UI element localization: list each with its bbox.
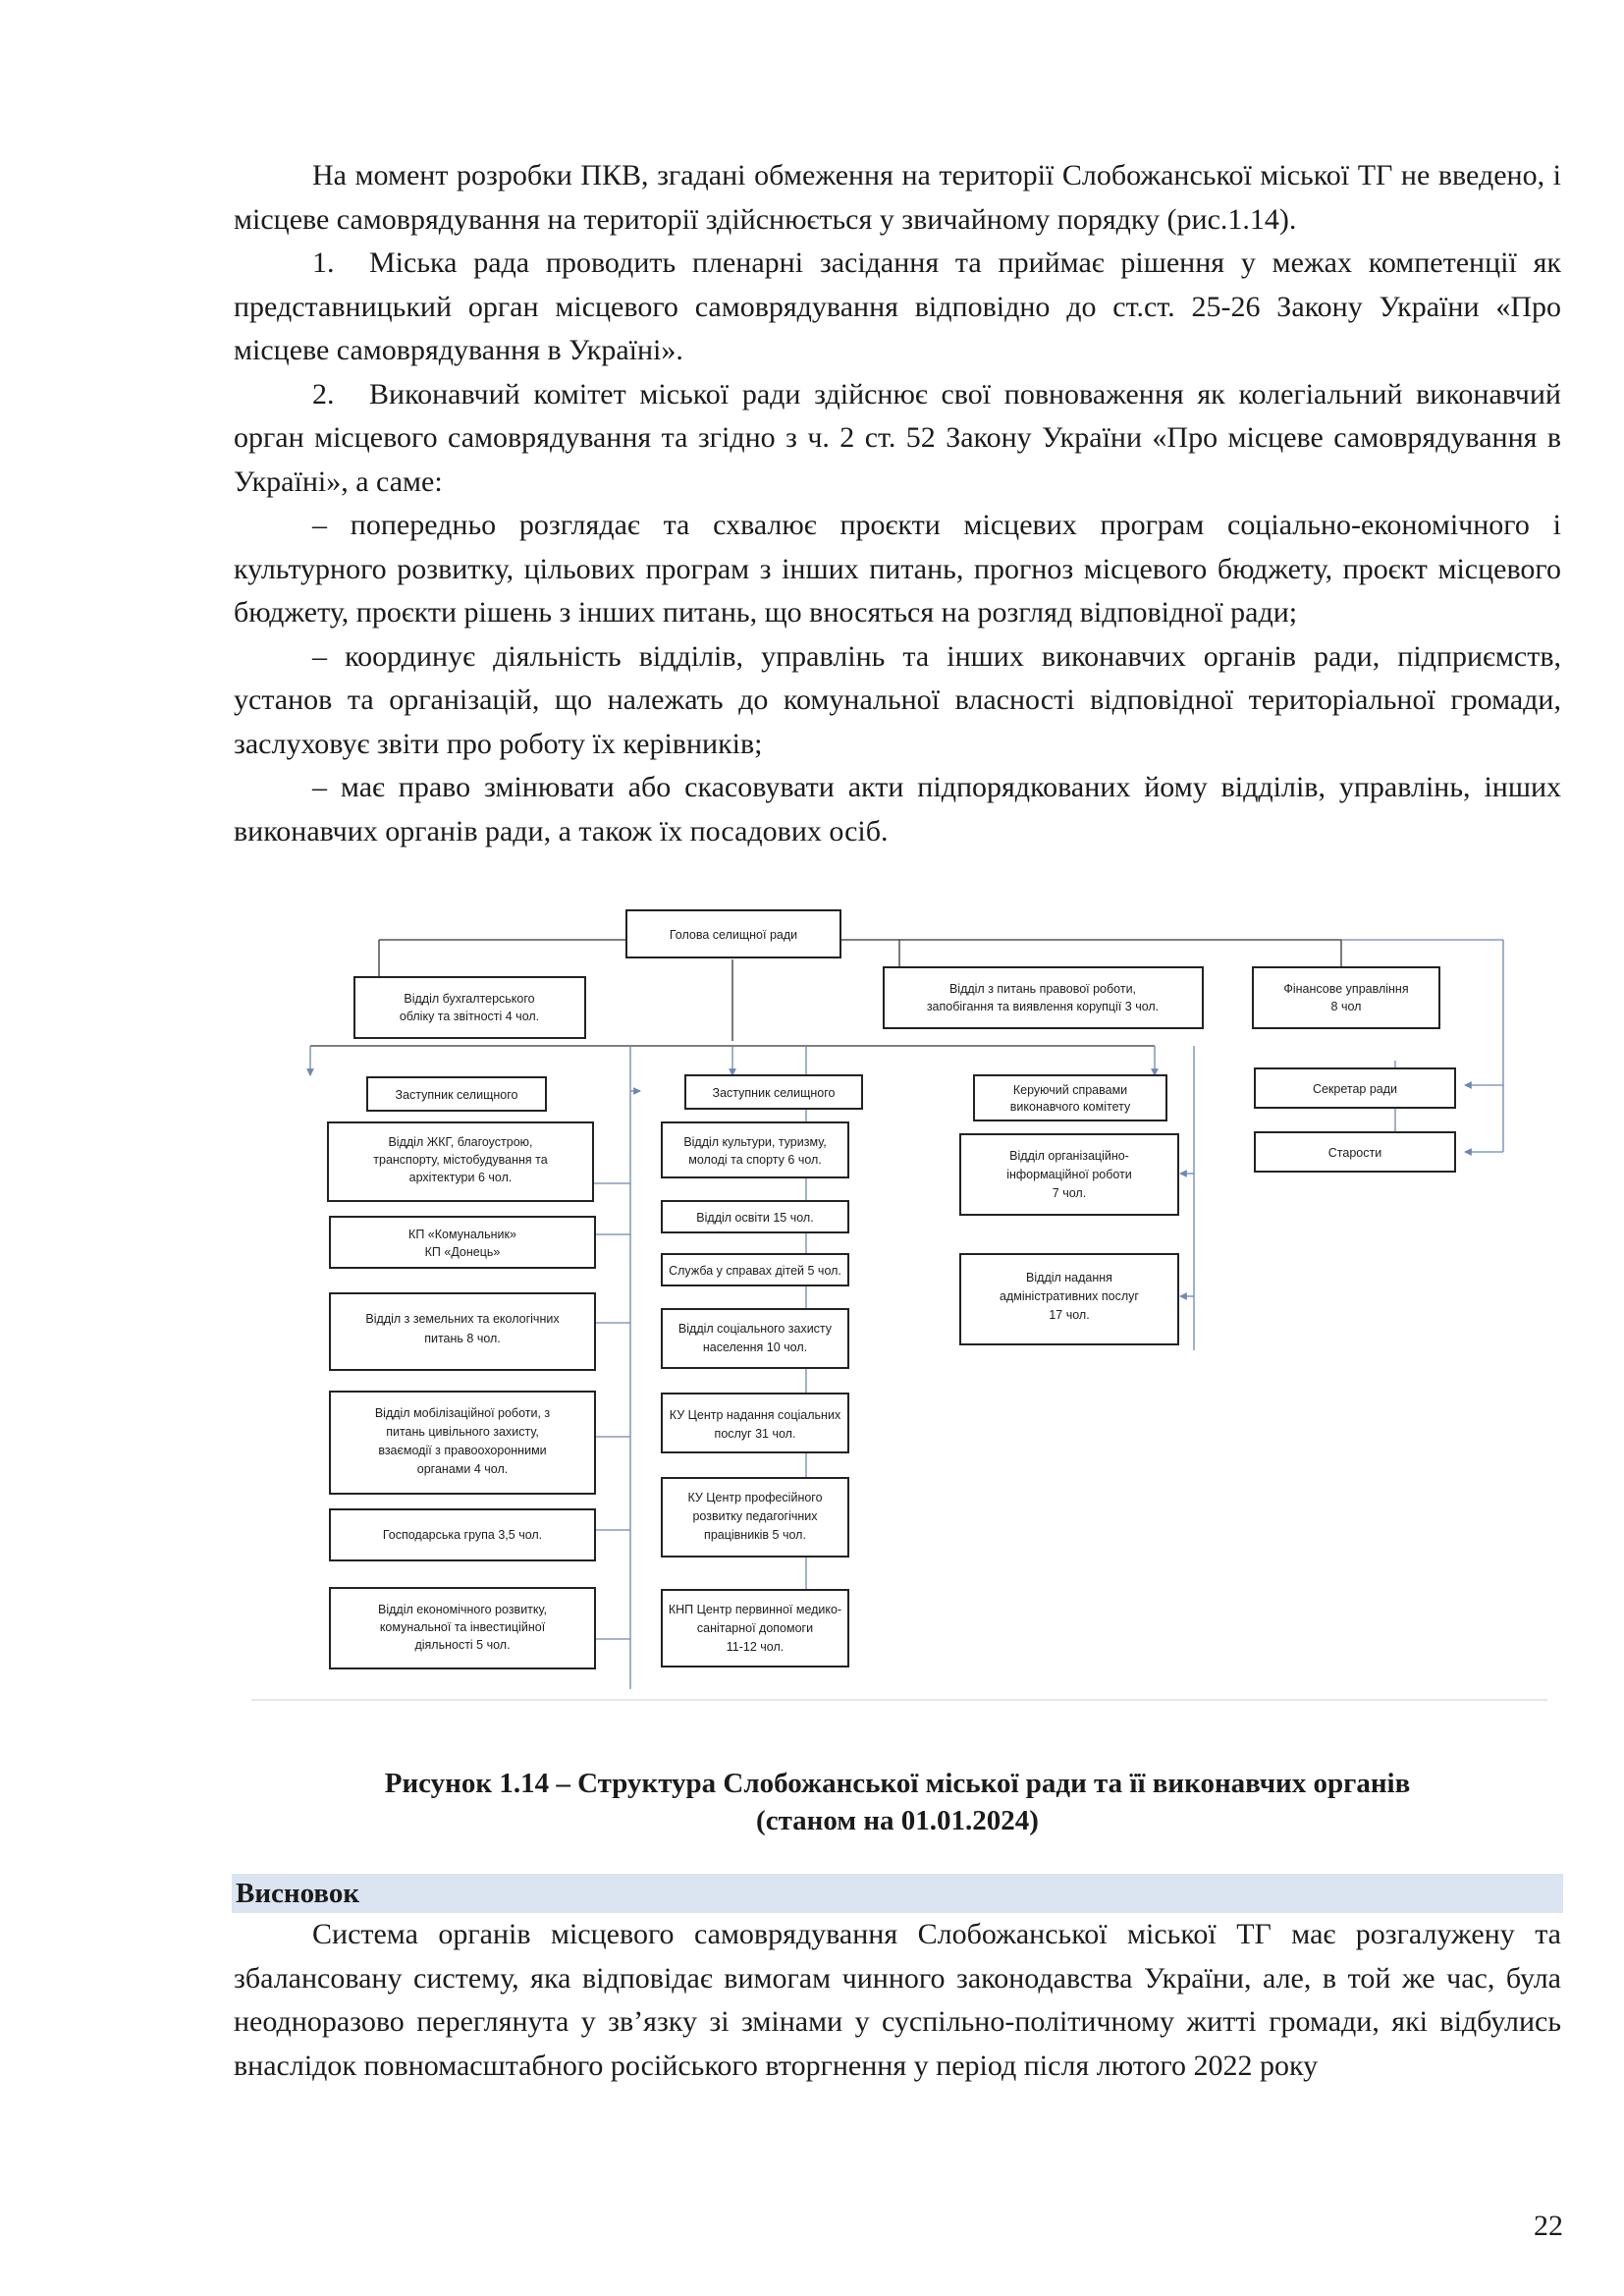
box-education-line-1: Відділ освіти 15 чол. [696,1211,814,1225]
box-economy-line-1: Відділ економічного розвитку, [378,1603,547,1616]
figure-caption-line-1: Рисунок 1.14 – Структура Слобожанської міської ради та її виконавчих органів [384,1768,1411,1799]
box-starosty-line-1: Старости [1327,1146,1382,1160]
box-manager-line-1: Керуючий справами [1012,1083,1128,1097]
box-org-info-line-3: 7 чол. [1052,1186,1087,1200]
box-housing [328,1122,593,1201]
box-deputy-left-line-1: Заступник селищного [395,1088,518,1102]
box-children [662,1254,848,1285]
box-children-line-1: Служба у справах дітей 5 чол. [669,1264,841,1278]
box-land [330,1293,595,1370]
box-head-line-1: Голова селищної ради [669,928,798,942]
box-legal-line-1: Відділ з питань правової роботи, [948,982,1137,996]
org-structure-figure [251,889,1547,1704]
box-head [626,910,840,957]
figure-caption [234,1765,1561,1839]
dash-item-2: – координує діяльність відділів, управлінь та інших виконавчих органів ради, підприємств, установ та організацій, що належать до комунальної власності відповідної територіальної громади, заслуховує звіти про роботу їх керівників; [234,639,1561,760]
box-social-line-1: Відділ соціального захисту [677,1322,833,1336]
box-housing-line-2: транспорту, містобудування та [373,1153,548,1167]
conclusion-paragraph: Система органів місцевого самоврядування Слобожанської міської ТГ має розгалужену та збалансовану систему, яка відповідає вимогам чинного законодавства України, але, в той же час, була неодноразово переглянута у зв’язку зі змінами у суспільно-політичному житті громади, які відбулись внаслідок повномасштабного російського вторгнення у період після лютого 2022 року [234,1918,1561,2082]
box-deputy-mid [685,1075,862,1109]
box-accounting-line-2: обліку та звітності 4 чол. [399,1010,540,1023]
box-deputy-mid-line-1: Заступник селищного [712,1086,836,1100]
paragraph-intro: На момент розробки ПКВ, згадані обмеження на території Слобожанської міської ТГ не введено, і місцеве самоврядування на території здійснюється у звичайному порядку (рис.1.14). [234,159,1561,236]
box-culture [662,1122,848,1177]
box-economy-line-3: діяльності 5 чол. [414,1638,511,1652]
box-prof-center [662,1478,848,1557]
box-mobilization-line-1: Відділ мобілізаційної роботи, з [374,1406,551,1420]
box-admin-services [960,1254,1178,1344]
box-mobilization-line-3: взаємодії з правоохоронними [378,1444,547,1457]
intro-section [234,154,1561,853]
box-household [330,1509,595,1560]
box-prof-center-line-1: КУ Центр професійного [687,1491,823,1504]
dash-item-3: – має право змінювати або скасовувати акти підпорядкованих йому відділів, управлінь, інших виконавчих органів ради, а також їх посадових осіб. [234,771,1561,847]
box-org-info-line-2: інформаційної роботи [1006,1168,1132,1181]
box-accounting-line-1: Відділ бухгалтерського [404,992,535,1006]
box-org-info [960,1134,1178,1215]
conclusion-heading [232,1874,1563,1913]
box-manager-line-2: виконавчого комітету [1009,1100,1131,1114]
box-mobilization [330,1392,595,1494]
box-social-center-line-1: КУ Центр надання соціальних [669,1408,841,1422]
box-social-center-line-2: послуг 31 чол. [714,1427,796,1441]
conclusion-heading-text: Висновок [236,1878,360,1909]
box-legal [884,967,1203,1028]
box-medical-line-2: санітарної допомоги [696,1621,814,1635]
box-kp [330,1217,595,1268]
figure-caption-line-2: (станом на 01.01.2024) [756,1805,1039,1836]
box-finance-line-2: 8 чол [1330,1000,1362,1013]
list-item-1-number: 1. [312,246,335,279]
box-social-line-2: населення 10 чол. [702,1340,808,1354]
box-org-info-line-1: Відділ організаційно- [1009,1149,1129,1163]
box-admin-services-line-1: Відділ надання [1026,1271,1112,1285]
box-admin-services-line-3: 17 чол. [1049,1308,1090,1322]
box-medical-line-1: КНП Центр первинної медико- [668,1603,842,1616]
box-housing-line-1: Відділ ЖКГ, благоустрою, [388,1135,533,1149]
box-social-center [662,1394,848,1452]
org-chart-boxes [328,910,1455,1668]
box-housing-line-3: архітектури 6 чол. [408,1171,513,1184]
box-prof-center-line-3: працівників 5 чол. [704,1528,806,1542]
conclusion-section [234,1913,1561,2088]
box-legal-line-2: запобігання та виявлення корупції 3 чол. [926,1000,1160,1013]
box-medical-line-3: 11-12 чол. [726,1640,785,1654]
page-number: 22 [1534,2210,1563,2242]
box-economy [330,1588,595,1668]
box-kp-line-2: КП «Донець» [424,1245,501,1259]
box-secretary [1255,1068,1455,1108]
box-land-line-2: питань 8 чол. [424,1332,501,1345]
box-finance [1253,967,1439,1028]
box-land-line-1: Відділ з земельних та екологічних [365,1312,560,1326]
box-social [662,1309,848,1368]
org-chart-diagram [251,889,1547,1704]
box-household-line-1: Господарська група 3,5 чол. [382,1528,543,1542]
box-mobilization-line-2: питань цивільного захисту, [386,1425,539,1439]
box-finance-line-1: Фінансове управління [1283,982,1409,996]
box-medical [662,1590,848,1667]
box-admin-services-line-2: адміністративних послуг [1000,1289,1139,1303]
list-item-1 [234,242,1561,373]
box-culture-line-1: Відділ культури, туризму, [683,1135,827,1149]
box-economy-line-2: комунальної та інвестиційної [379,1620,546,1634]
list-item-1-text: Міська рада проводить пленарні засідання та приймає рішення у межах компетенції як представницький орган місцевого самоврядування відповідно до ст.ст. 25-26 Закону України «Про місцеве самоврядування в Україні». [234,246,1561,366]
box-kp-line-1: КП «Комунальник» [408,1228,516,1241]
box-starosty [1255,1132,1455,1172]
box-education [662,1201,848,1232]
list-item-2-text: Виконавчий комітет міської ради здійснює свої повноваження як колегіальний виконавчий орган місцевого самоврядування та згідно з ч. 2 ст. 52 Закону України «Про місцеве самоврядування в Україні», а саме: [234,377,1561,498]
box-culture-line-2: молоді та спорту 6 чол. [688,1153,822,1167]
dash-item-1: – попередньо розглядає та схвалює проєкти місцевих програм соціально-економічного і культурного розвитку, цільових програм з інших питань, прогноз місцевого бюджету, проєкт місцевого бюджету, проєкти рішень з інших питань, що вносяться на розгляд відповідної ради; [234,509,1561,629]
box-manager [974,1075,1166,1121]
list-item-2-number: 2. [312,377,335,410]
box-deputy-left [367,1077,546,1111]
box-prof-center-line-2: розвитку педагогічних [692,1509,818,1523]
list-item-2 [234,373,1561,505]
box-secretary-line-1: Секретар ради [1312,1082,1398,1096]
box-mobilization-line-4: органами 4 чол. [416,1462,509,1476]
box-accounting [354,977,585,1038]
